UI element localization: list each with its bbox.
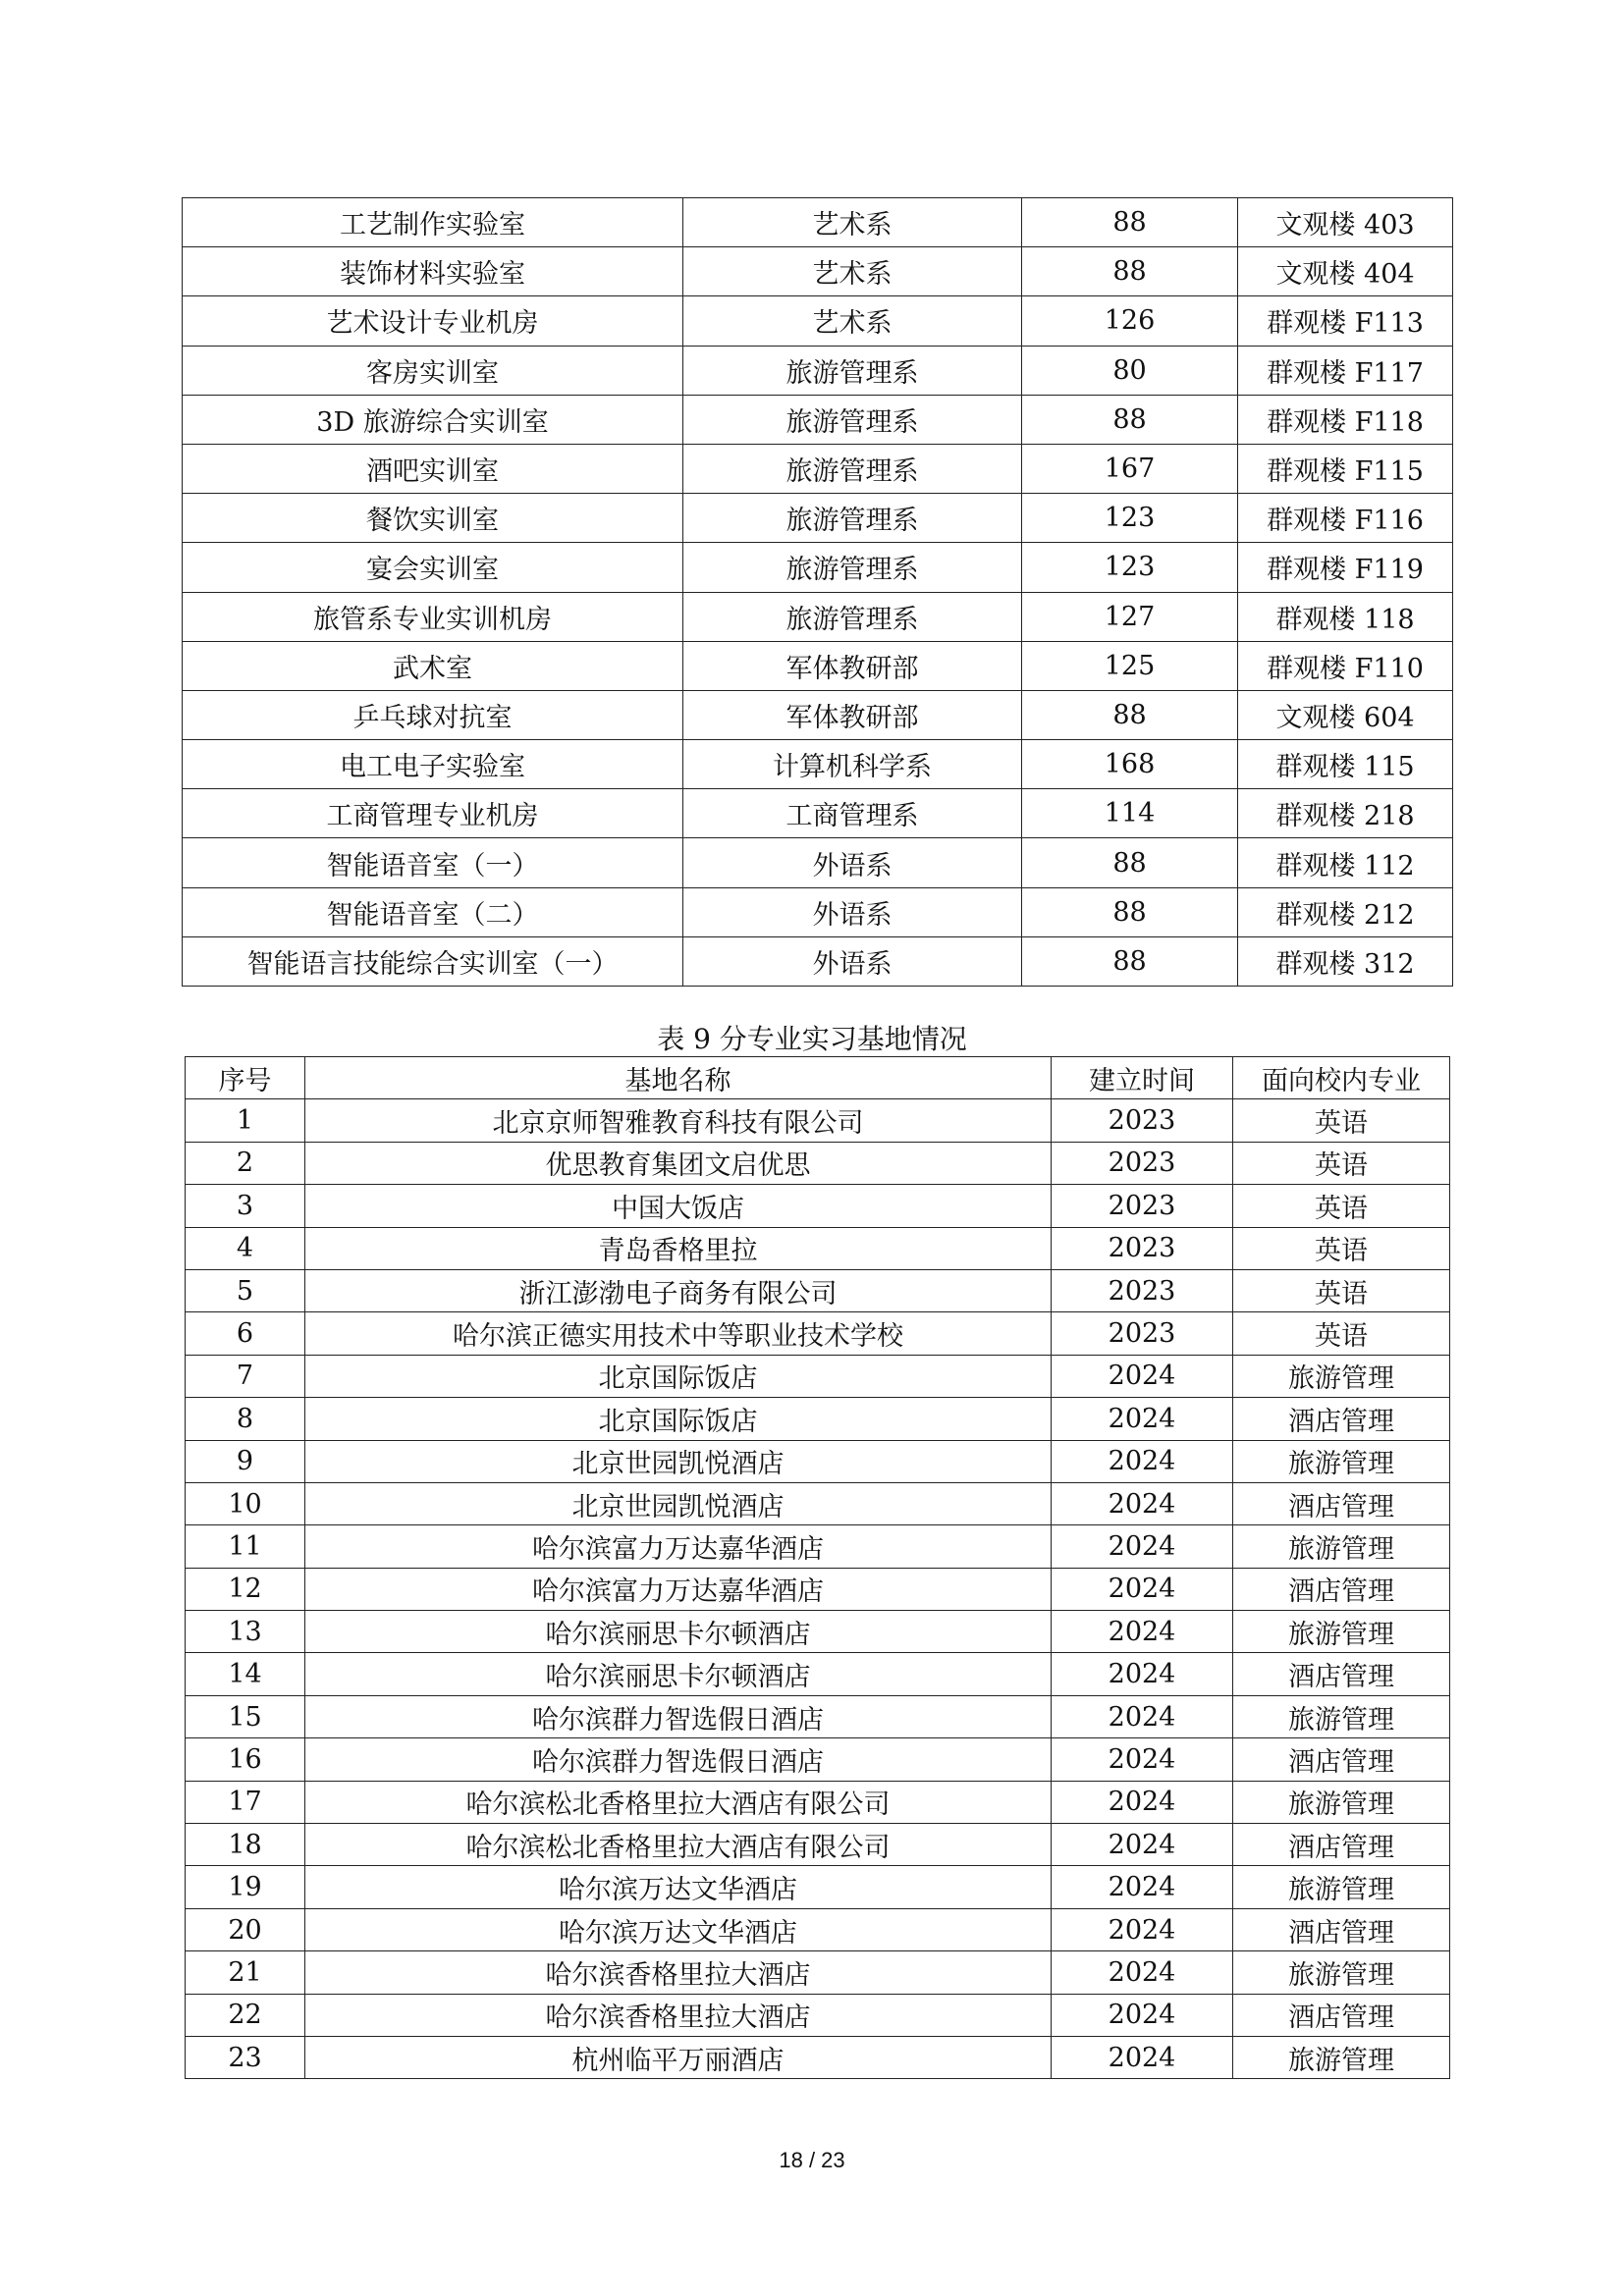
index-cell: 17 (186, 1781, 305, 1823)
established-cell: 2023 (1052, 1099, 1233, 1142)
established-cell: 2023 (1052, 1142, 1233, 1184)
major-cell: 英语 (1233, 1269, 1450, 1311)
location-cell: 群观楼 212 (1238, 887, 1453, 936)
established-cell: 2024 (1052, 1908, 1233, 1950)
department-cell: 计算机科学系 (683, 740, 1022, 789)
base-name-cell: 青岛香格里拉 (305, 1227, 1052, 1269)
lab-name-cell: 武术室 (183, 641, 683, 690)
major-cell: 旅游管理 (1233, 1355, 1450, 1397)
department-cell: 工商管理系 (683, 789, 1022, 838)
table-row (186, 1994, 1450, 2036)
department-cell: 军体教研部 (683, 690, 1022, 739)
location-cell: 群观楼 112 (1238, 838, 1453, 887)
major-cell: 英语 (1233, 1142, 1450, 1184)
capacity-cell: 127 (1022, 592, 1238, 641)
lab-name-cell: 智能语音室（二） (183, 887, 683, 936)
department-cell: 艺术系 (683, 296, 1022, 346)
established-cell: 2024 (1052, 1525, 1233, 1568)
lab-name-cell: 艺术设计专业机房 (183, 296, 683, 346)
base-name-cell: 北京京师智雅教育科技有限公司 (305, 1099, 1052, 1142)
major-cell: 旅游管理 (1233, 1695, 1450, 1737)
lab-name-cell: 酒吧实训室 (183, 444, 683, 493)
lab-name-cell: 电工电子实验室 (183, 740, 683, 789)
established-cell: 2024 (1052, 2036, 1233, 2078)
department-cell: 军体教研部 (683, 641, 1022, 690)
established-cell: 2024 (1052, 1482, 1233, 1524)
base-name-cell: 北京国际饭店 (305, 1398, 1052, 1440)
lab-name-cell: 客房实训室 (183, 346, 683, 395)
capacity-cell: 88 (1022, 936, 1238, 986)
major-cell: 旅游管理 (1233, 1440, 1450, 1482)
table-row (183, 838, 1453, 887)
capacity-cell: 125 (1022, 641, 1238, 690)
department-cell: 艺术系 (683, 247, 1022, 296)
major-cell: 酒店管理 (1233, 1653, 1450, 1695)
header-major: 面向校内专业 (1233, 1057, 1450, 1099)
location-cell: 群观楼 312 (1238, 936, 1453, 986)
table-row (186, 1312, 1450, 1355)
lab-name-cell: 工商管理专业机房 (183, 789, 683, 838)
index-cell: 23 (186, 2036, 305, 2078)
location-cell: 文观楼 403 (1238, 198, 1453, 247)
lab-name-cell: 3D 旅游综合实训室 (183, 395, 683, 444)
base-name-cell: 哈尔滨香格里拉大酒店 (305, 1951, 1052, 1994)
location-cell: 群观楼 F118 (1238, 395, 1453, 444)
location-cell: 群观楼 F119 (1238, 543, 1453, 592)
major-cell: 旅游管理 (1233, 2036, 1450, 2078)
established-cell: 2024 (1052, 1781, 1233, 1823)
table-row (183, 198, 1453, 247)
index-cell: 19 (186, 1866, 305, 1908)
index-cell: 15 (186, 1695, 305, 1737)
capacity-cell: 88 (1022, 838, 1238, 887)
base-name-cell: 中国大饭店 (305, 1185, 1052, 1227)
table-row (186, 1398, 1450, 1440)
lab-name-cell: 宴会实训室 (183, 543, 683, 592)
index-cell: 7 (186, 1355, 305, 1397)
header-established: 建立时间 (1052, 1057, 1233, 1099)
capacity-cell: 167 (1022, 444, 1238, 493)
index-cell: 6 (186, 1312, 305, 1355)
table-row (186, 1695, 1450, 1737)
lab-name-cell: 旅管系专业实训机房 (183, 592, 683, 641)
established-cell: 2024 (1052, 1994, 1233, 2036)
table-row (183, 444, 1453, 493)
table-row (186, 1355, 1450, 1397)
table-row (186, 2036, 1450, 2078)
table-row (186, 1781, 1450, 1823)
index-cell: 22 (186, 1994, 305, 2036)
base-name-cell: 北京世园凯悦酒店 (305, 1482, 1052, 1524)
table-row (186, 1908, 1450, 1950)
table-row (183, 641, 1453, 690)
location-cell: 文观楼 404 (1238, 247, 1453, 296)
department-cell: 外语系 (683, 838, 1022, 887)
department-cell: 旅游管理系 (683, 346, 1022, 395)
base-name-cell: 哈尔滨香格里拉大酒店 (305, 1994, 1052, 2036)
capacity-cell: 88 (1022, 690, 1238, 739)
base-name-cell: 哈尔滨松北香格里拉大酒店有限公司 (305, 1781, 1052, 1823)
location-cell: 群观楼 118 (1238, 592, 1453, 641)
base-name-cell: 哈尔滨万达文华酒店 (305, 1866, 1052, 1908)
department-cell: 外语系 (683, 887, 1022, 936)
table-row (186, 1866, 1450, 1908)
base-name-cell: 优思教育集团文启优思 (305, 1142, 1052, 1184)
established-cell: 2024 (1052, 1440, 1233, 1482)
established-cell: 2024 (1052, 1398, 1233, 1440)
department-cell: 旅游管理系 (683, 444, 1022, 493)
table-row (183, 395, 1453, 444)
table-row (183, 494, 1453, 543)
header-index: 序号 (186, 1057, 305, 1099)
table-row (186, 1951, 1450, 1994)
table-row (186, 1142, 1450, 1184)
major-cell: 酒店管理 (1233, 1482, 1450, 1524)
established-cell: 2023 (1052, 1312, 1233, 1355)
table-row (186, 1653, 1450, 1695)
bases-table-body (186, 1099, 1450, 2079)
index-cell: 18 (186, 1824, 305, 1866)
base-name-cell: 杭州临平万丽酒店 (305, 2036, 1052, 2078)
base-name-cell: 哈尔滨富力万达嘉华酒店 (305, 1525, 1052, 1568)
established-cell: 2024 (1052, 1824, 1233, 1866)
established-cell: 2024 (1052, 1738, 1233, 1781)
page-number: 18 / 23 (779, 2148, 845, 2172)
lab-name-cell: 智能语音室（一） (183, 838, 683, 887)
base-name-cell: 哈尔滨丽思卡尔顿酒店 (305, 1611, 1052, 1653)
table-row (183, 296, 1453, 346)
major-cell: 酒店管理 (1233, 1824, 1450, 1866)
capacity-cell: 88 (1022, 198, 1238, 247)
location-cell: 群观楼 F117 (1238, 346, 1453, 395)
base-name-cell: 哈尔滨松北香格里拉大酒店有限公司 (305, 1824, 1052, 1866)
established-cell: 2024 (1052, 1355, 1233, 1397)
table-row (186, 1482, 1450, 1524)
bases-table (185, 1056, 1450, 2079)
table-row (186, 1227, 1450, 1269)
base-name-cell: 哈尔滨群力智选假日酒店 (305, 1738, 1052, 1781)
major-cell: 英语 (1233, 1185, 1450, 1227)
established-cell: 2023 (1052, 1227, 1233, 1269)
capacity-cell: 114 (1022, 789, 1238, 838)
major-cell: 酒店管理 (1233, 1568, 1450, 1610)
index-cell: 1 (186, 1099, 305, 1142)
lab-name-cell: 工艺制作实验室 (183, 198, 683, 247)
bases-table-title: 表 9 分专业实习基地情况 (657, 1023, 967, 1055)
capacity-cell: 80 (1022, 346, 1238, 395)
index-cell: 10 (186, 1482, 305, 1524)
table-row (186, 1525, 1450, 1568)
index-cell: 16 (186, 1738, 305, 1781)
index-cell: 8 (186, 1398, 305, 1440)
table-row (186, 1440, 1450, 1482)
major-cell: 旅游管理 (1233, 1866, 1450, 1908)
base-name-cell: 哈尔滨群力智选假日酒店 (305, 1695, 1052, 1737)
major-cell: 英语 (1233, 1227, 1450, 1269)
index-cell: 4 (186, 1227, 305, 1269)
major-cell: 英语 (1233, 1099, 1450, 1142)
capacity-cell: 168 (1022, 740, 1238, 789)
location-cell: 群观楼 F115 (1238, 444, 1453, 493)
table-row (186, 1738, 1450, 1781)
established-cell: 2023 (1052, 1269, 1233, 1311)
base-name-cell: 浙江澎渤电子商务有限公司 (305, 1269, 1052, 1311)
major-cell: 酒店管理 (1233, 1398, 1450, 1440)
established-cell: 2024 (1052, 1866, 1233, 1908)
location-cell: 群观楼 F113 (1238, 296, 1453, 346)
base-name-cell: 北京国际饭店 (305, 1355, 1052, 1397)
capacity-cell: 88 (1022, 887, 1238, 936)
capacity-cell: 123 (1022, 543, 1238, 592)
index-cell: 2 (186, 1142, 305, 1184)
lab-name-cell: 装饰材料实验室 (183, 247, 683, 296)
table-row (183, 690, 1453, 739)
table-row (186, 1099, 1450, 1142)
table-row (183, 887, 1453, 936)
location-cell: 群观楼 F116 (1238, 494, 1453, 543)
department-cell: 外语系 (683, 936, 1022, 986)
major-cell: 酒店管理 (1233, 1908, 1450, 1950)
table-row (183, 592, 1453, 641)
established-cell: 2024 (1052, 1695, 1233, 1737)
table-row (183, 247, 1453, 296)
department-cell: 旅游管理系 (683, 494, 1022, 543)
table-row (183, 346, 1453, 395)
location-cell: 群观楼 218 (1238, 789, 1453, 838)
capacity-cell: 123 (1022, 494, 1238, 543)
table-row (183, 936, 1453, 986)
established-cell: 2023 (1052, 1185, 1233, 1227)
capacity-cell: 88 (1022, 247, 1238, 296)
base-name-cell: 北京世园凯悦酒店 (305, 1440, 1052, 1482)
established-cell: 2024 (1052, 1568, 1233, 1610)
location-cell: 群观楼 115 (1238, 740, 1453, 789)
base-name-cell: 哈尔滨正德实用技术中等职业技术学校 (305, 1312, 1052, 1355)
capacity-cell: 88 (1022, 395, 1238, 444)
established-cell: 2024 (1052, 1611, 1233, 1653)
established-cell: 2024 (1052, 1653, 1233, 1695)
table-row (183, 543, 1453, 592)
index-cell: 11 (186, 1525, 305, 1568)
base-name-cell: 哈尔滨富力万达嘉华酒店 (305, 1568, 1052, 1610)
base-name-cell: 哈尔滨丽思卡尔顿酒店 (305, 1653, 1052, 1695)
index-cell: 9 (186, 1440, 305, 1482)
table-row (183, 789, 1453, 838)
index-cell: 12 (186, 1568, 305, 1610)
department-cell: 旅游管理系 (683, 592, 1022, 641)
bases-header-row (186, 1057, 1450, 1099)
lab-name-cell: 乒乓球对抗室 (183, 690, 683, 739)
table-row (186, 1611, 1450, 1653)
major-cell: 旅游管理 (1233, 1525, 1450, 1568)
labs-table-body (183, 198, 1453, 987)
index-cell: 5 (186, 1269, 305, 1311)
location-cell: 文观楼 604 (1238, 690, 1453, 739)
index-cell: 14 (186, 1653, 305, 1695)
lab-name-cell: 餐饮实训室 (183, 494, 683, 543)
major-cell: 酒店管理 (1233, 1994, 1450, 2036)
major-cell: 英语 (1233, 1312, 1450, 1355)
established-cell: 2024 (1052, 1951, 1233, 1994)
table-row (186, 1568, 1450, 1610)
table-row (186, 1185, 1450, 1227)
department-cell: 旅游管理系 (683, 395, 1022, 444)
header-base-name: 基地名称 (305, 1057, 1052, 1099)
labs-table (182, 197, 1453, 987)
table-row (186, 1824, 1450, 1866)
index-cell: 13 (186, 1611, 305, 1653)
location-cell: 群观楼 F110 (1238, 641, 1453, 690)
major-cell: 酒店管理 (1233, 1738, 1450, 1781)
index-cell: 21 (186, 1951, 305, 1994)
index-cell: 3 (186, 1185, 305, 1227)
capacity-cell: 126 (1022, 296, 1238, 346)
department-cell: 旅游管理系 (683, 543, 1022, 592)
major-cell: 旅游管理 (1233, 1781, 1450, 1823)
lab-name-cell: 智能语言技能综合实训室（一） (183, 936, 683, 986)
base-name-cell: 哈尔滨万达文华酒店 (305, 1908, 1052, 1950)
table-row (183, 740, 1453, 789)
major-cell: 旅游管理 (1233, 1951, 1450, 1994)
table-row (186, 1269, 1450, 1311)
major-cell: 旅游管理 (1233, 1611, 1450, 1653)
department-cell: 艺术系 (683, 198, 1022, 247)
index-cell: 20 (186, 1908, 305, 1950)
